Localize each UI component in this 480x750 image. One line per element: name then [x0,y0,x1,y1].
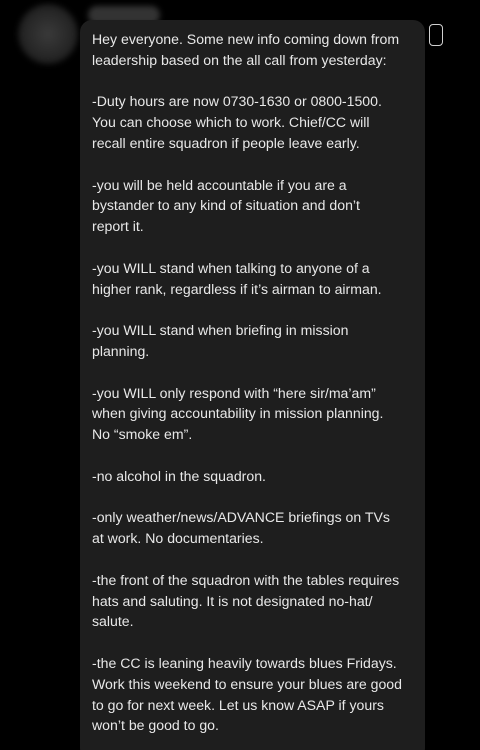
message-line: No “smoke em”. [92,426,193,443]
message-line: -no alcohol in the squadron. [92,467,266,484]
message-line: when giving accountability in mission planning. [92,405,384,422]
message-paragraph [92,466,422,487]
message-line: -the front of the squadron with the tables requires [92,571,400,588]
message-line: hats and saluting. It is not designated no-hat/ [92,592,373,609]
message-line: higher rank, regardless if it’s airman to airman. [92,280,382,297]
message-line: at work. No documentaries. [92,530,264,547]
message-line: planning. [92,342,150,359]
message-line: -only weather/news/ADVANCE briefings on TVs [92,509,390,526]
message-line: -you WILL stand when briefing in mission [92,322,349,339]
message-line: -you WILL stand when talking to anyone of a [92,259,370,276]
message-paragraph [92,653,422,736]
message-paragraph [92,570,422,632]
sender-avatar[interactable] [18,4,78,64]
message-line: won’t be good to go. [92,717,219,734]
message-paragraph [92,258,422,300]
message-line: -you will be held accountable if you are a [92,176,347,193]
message-line: Work this weekend to ensure your blues are good [92,675,402,692]
message-paragraph [92,29,422,71]
message-line: -Duty hours are now 0730-1630 or 0800-1500. [92,93,382,110]
message-paragraph [92,175,422,237]
message-paragraph [92,507,422,549]
reaction-outline-icon[interactable] [429,24,443,46]
message-paragraph [92,91,422,153]
message-line: Hey everyone. Some new info coming down from [92,31,400,47]
message-line: salute. [92,613,134,630]
message-line: report it. [92,218,144,235]
message-line: -you WILL only respond with “here sir/ma’am” [92,384,376,401]
message-line: leadership based on the all call from yesterday: [92,51,387,68]
message-paragraph [92,383,422,445]
message-line: bystander to any kind of situation and don’t [92,197,360,214]
message-text [92,29,422,750]
message-line: You can choose which to work. Chief/CC will [92,114,370,131]
message-line: -the CC is leaning heavily towards blues Fridays. [92,654,397,671]
message-line: recall entire squadron if people leave early. [92,134,360,151]
message-paragraph [92,320,422,362]
message-line: to go for next week. Let us know ASAP if yours [92,696,384,713]
